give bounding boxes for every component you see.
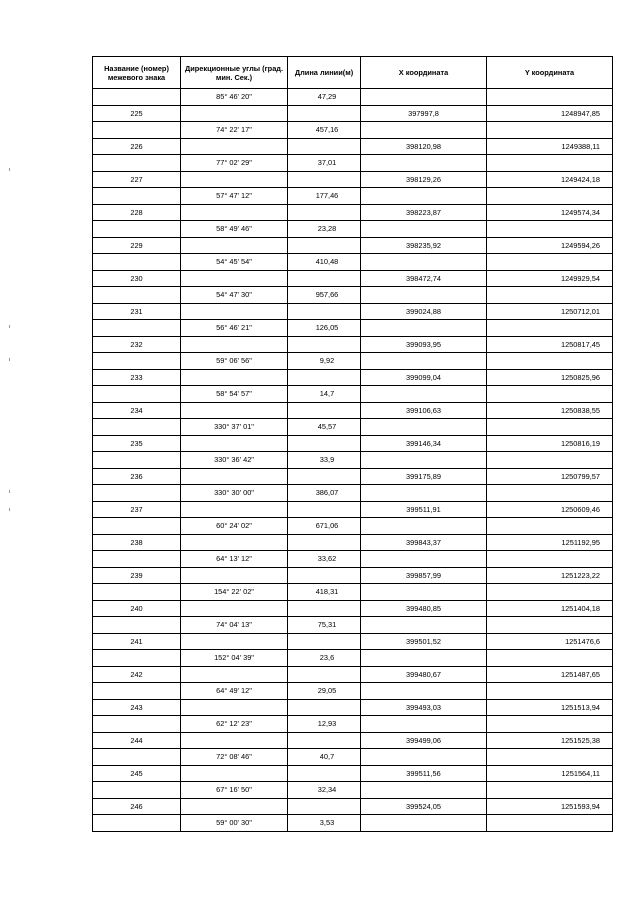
header-y-coordinate: Y координата — [487, 57, 613, 89]
x-coordinate-cell: 399511,91 — [361, 501, 487, 518]
direction-angle-cell: 77° 02' 29" — [181, 155, 288, 172]
table-row — [93, 188, 613, 205]
line-length-cell — [288, 105, 361, 122]
direction-angle-cell — [181, 303, 288, 320]
table-body — [93, 89, 613, 832]
line-length-cell: 12,93 — [288, 716, 361, 733]
x-coordinate-cell — [361, 617, 487, 634]
x-coordinate-cell — [361, 650, 487, 667]
x-coordinate-cell: 399175,89 — [361, 468, 487, 485]
y-coordinate-cell — [487, 452, 613, 469]
marker-name-cell: 230 — [93, 270, 181, 287]
x-coordinate-cell — [361, 254, 487, 271]
line-length-cell — [288, 699, 361, 716]
y-coordinate-cell — [487, 221, 613, 238]
x-coordinate-cell: 399099,04 — [361, 369, 487, 386]
table-row — [93, 435, 613, 452]
y-coordinate-cell — [487, 254, 613, 271]
x-coordinate-cell — [361, 89, 487, 106]
direction-angle-cell — [181, 105, 288, 122]
table-row — [93, 452, 613, 469]
table-row — [93, 402, 613, 419]
x-coordinate-cell: 399493,03 — [361, 699, 487, 716]
y-coordinate-cell: 1249388,11 — [487, 138, 613, 155]
y-coordinate-cell: 1251223,22 — [487, 567, 613, 584]
table-row — [93, 815, 613, 832]
x-coordinate-cell — [361, 155, 487, 172]
marker-name-cell: 235 — [93, 435, 181, 452]
x-coordinate-cell: 399511,56 — [361, 765, 487, 782]
direction-angle-cell: 59° 00' 30" — [181, 815, 288, 832]
direction-angle-cell — [181, 765, 288, 782]
y-coordinate-cell — [487, 617, 613, 634]
x-coordinate-cell — [361, 749, 487, 766]
table-row — [93, 518, 613, 535]
table-row — [93, 171, 613, 188]
table-row — [93, 749, 613, 766]
y-coordinate-cell — [487, 650, 613, 667]
y-coordinate-cell — [487, 419, 613, 436]
y-coordinate-cell: 1250799,57 — [487, 468, 613, 485]
line-length-cell: 40,7 — [288, 749, 361, 766]
table-row — [93, 567, 613, 584]
line-length-cell — [288, 204, 361, 221]
marker-name-cell: 239 — [93, 567, 181, 584]
y-coordinate-cell: 1250609,46 — [487, 501, 613, 518]
table-row — [93, 551, 613, 568]
marker-name-cell — [93, 650, 181, 667]
scan-mark — [9, 325, 10, 328]
table-row — [93, 650, 613, 667]
direction-angle-cell — [181, 171, 288, 188]
table-row — [93, 336, 613, 353]
x-coordinate-cell: 399857,99 — [361, 567, 487, 584]
marker-name-cell: 243 — [93, 699, 181, 716]
table-row — [93, 765, 613, 782]
line-length-cell: 33,9 — [288, 452, 361, 469]
boundary-coordinates-table — [92, 56, 613, 832]
table-row — [93, 204, 613, 221]
table-row — [93, 320, 613, 337]
direction-angle-cell — [181, 435, 288, 452]
direction-angle-cell — [181, 600, 288, 617]
line-length-cell: 671,06 — [288, 518, 361, 535]
header-x-coordinate: X координата — [361, 57, 487, 89]
table-row — [93, 617, 613, 634]
y-coordinate-cell: 1251404,18 — [487, 600, 613, 617]
x-coordinate-cell: 399501,52 — [361, 633, 487, 650]
marker-name-cell — [93, 254, 181, 271]
x-coordinate-cell: 397997,8 — [361, 105, 487, 122]
direction-angle-cell: 74° 04' 13" — [181, 617, 288, 634]
marker-name-cell: 232 — [93, 336, 181, 353]
x-coordinate-cell — [361, 452, 487, 469]
line-length-cell — [288, 237, 361, 254]
marker-name-cell: 227 — [93, 171, 181, 188]
direction-angle-cell: 330° 30' 00" — [181, 485, 288, 502]
table-row — [93, 369, 613, 386]
y-coordinate-cell: 1249929,54 — [487, 270, 613, 287]
marker-name-cell — [93, 287, 181, 304]
x-coordinate-cell — [361, 386, 487, 403]
marker-name-cell — [93, 617, 181, 634]
line-length-cell — [288, 666, 361, 683]
scan-mark — [9, 490, 10, 493]
direction-angle-cell — [181, 138, 288, 155]
y-coordinate-cell — [487, 287, 613, 304]
table-row — [93, 468, 613, 485]
y-coordinate-cell: 1250825,96 — [487, 369, 613, 386]
direction-angle-cell: 56° 46' 21" — [181, 320, 288, 337]
line-length-cell: 126,05 — [288, 320, 361, 337]
line-length-cell: 418,31 — [288, 584, 361, 601]
marker-name-cell: 231 — [93, 303, 181, 320]
table-row — [93, 633, 613, 650]
table-row — [93, 798, 613, 815]
marker-name-cell: 234 — [93, 402, 181, 419]
line-length-cell — [288, 468, 361, 485]
line-length-cell: 957,66 — [288, 287, 361, 304]
y-coordinate-cell — [487, 386, 613, 403]
line-length-cell — [288, 435, 361, 452]
line-length-cell: 14,7 — [288, 386, 361, 403]
table-row — [93, 386, 613, 403]
line-length-cell: 47,29 — [288, 89, 361, 106]
y-coordinate-cell: 1251192,95 — [487, 534, 613, 551]
x-coordinate-cell — [361, 584, 487, 601]
direction-angle-cell: 60° 24' 02" — [181, 518, 288, 535]
x-coordinate-cell: 399524,05 — [361, 798, 487, 815]
line-length-cell — [288, 600, 361, 617]
x-coordinate-cell: 399499,06 — [361, 732, 487, 749]
line-length-cell: 386,07 — [288, 485, 361, 502]
marker-name-cell: 241 — [93, 633, 181, 650]
y-coordinate-cell: 1250817,45 — [487, 336, 613, 353]
x-coordinate-cell — [361, 551, 487, 568]
y-coordinate-cell — [487, 188, 613, 205]
y-coordinate-cell: 1249574,34 — [487, 204, 613, 221]
line-length-cell — [288, 303, 361, 320]
table-row — [93, 353, 613, 370]
x-coordinate-cell — [361, 485, 487, 502]
y-coordinate-cell — [487, 518, 613, 535]
marker-name-cell: 246 — [93, 798, 181, 815]
y-coordinate-cell — [487, 89, 613, 106]
direction-angle-cell — [181, 369, 288, 386]
y-coordinate-cell — [487, 353, 613, 370]
direction-angle-cell — [181, 336, 288, 353]
y-coordinate-cell: 1251513,94 — [487, 699, 613, 716]
line-length-cell: 23,28 — [288, 221, 361, 238]
direction-angle-cell: 85° 46' 20" — [181, 89, 288, 106]
y-coordinate-cell: 1250712,01 — [487, 303, 613, 320]
table-row — [93, 600, 613, 617]
direction-angle-cell: 152° 04' 39" — [181, 650, 288, 667]
line-length-cell: 3,53 — [288, 815, 361, 832]
direction-angle-cell: 154° 22' 02" — [181, 584, 288, 601]
y-coordinate-cell — [487, 716, 613, 733]
x-coordinate-cell — [361, 320, 487, 337]
marker-name-cell — [93, 716, 181, 733]
direction-angle-cell — [181, 402, 288, 419]
marker-name-cell — [93, 815, 181, 832]
line-length-cell — [288, 369, 361, 386]
x-coordinate-cell: 398235,92 — [361, 237, 487, 254]
y-coordinate-cell: 1251593,94 — [487, 798, 613, 815]
x-coordinate-cell: 398472,74 — [361, 270, 487, 287]
marker-name-cell — [93, 749, 181, 766]
marker-name-cell — [93, 518, 181, 535]
x-coordinate-cell — [361, 716, 487, 733]
line-length-cell — [288, 534, 361, 551]
y-coordinate-cell — [487, 749, 613, 766]
line-length-cell: 457,16 — [288, 122, 361, 139]
line-length-cell: 75,31 — [288, 617, 361, 634]
x-coordinate-cell: 399480,67 — [361, 666, 487, 683]
direction-angle-cell — [181, 567, 288, 584]
marker-name-cell — [93, 353, 181, 370]
y-coordinate-cell — [487, 551, 613, 568]
marker-name-cell — [93, 485, 181, 502]
scan-mark — [9, 168, 10, 171]
marker-name-cell — [93, 320, 181, 337]
y-coordinate-cell — [487, 320, 613, 337]
marker-name-cell — [93, 188, 181, 205]
x-coordinate-cell: 399146,34 — [361, 435, 487, 452]
line-length-cell: 32,34 — [288, 782, 361, 799]
marker-name-cell: 229 — [93, 237, 181, 254]
x-coordinate-cell: 398120,98 — [361, 138, 487, 155]
x-coordinate-cell: 399843,37 — [361, 534, 487, 551]
marker-name-cell: 237 — [93, 501, 181, 518]
line-length-cell — [288, 732, 361, 749]
y-coordinate-cell — [487, 122, 613, 139]
marker-name-cell — [93, 386, 181, 403]
x-coordinate-cell — [361, 683, 487, 700]
direction-angle-cell: 58° 49' 46" — [181, 221, 288, 238]
table-row — [93, 584, 613, 601]
y-coordinate-cell — [487, 683, 613, 700]
line-length-cell: 23,6 — [288, 650, 361, 667]
table-row — [93, 105, 613, 122]
direction-angle-cell — [181, 798, 288, 815]
table-row — [93, 699, 613, 716]
scan-mark — [9, 508, 10, 511]
direction-angle-cell — [181, 732, 288, 749]
direction-angle-cell: 54° 47' 30" — [181, 287, 288, 304]
scan-mark — [9, 358, 10, 361]
x-coordinate-cell: 398129,26 — [361, 171, 487, 188]
marker-name-cell: 226 — [93, 138, 181, 155]
y-coordinate-cell: 1251476,6 — [487, 633, 613, 650]
table-row — [93, 501, 613, 518]
y-coordinate-cell: 1249424,18 — [487, 171, 613, 188]
y-coordinate-cell: 1249594,26 — [487, 237, 613, 254]
direction-angle-cell: 64° 13' 12" — [181, 551, 288, 568]
line-length-cell — [288, 336, 361, 353]
direction-angle-cell — [181, 534, 288, 551]
table-row — [93, 303, 613, 320]
marker-name-cell: 244 — [93, 732, 181, 749]
x-coordinate-cell: 399024,88 — [361, 303, 487, 320]
x-coordinate-cell: 398223,87 — [361, 204, 487, 221]
table-header-row — [93, 57, 613, 89]
direction-angle-cell — [181, 666, 288, 683]
x-coordinate-cell: 399093,95 — [361, 336, 487, 353]
table-row — [93, 138, 613, 155]
table-row — [93, 732, 613, 749]
table-row — [93, 534, 613, 551]
line-length-cell — [288, 765, 361, 782]
direction-angle-cell: 330° 36' 42" — [181, 452, 288, 469]
table-row — [93, 270, 613, 287]
x-coordinate-cell — [361, 221, 487, 238]
marker-name-cell — [93, 89, 181, 106]
x-coordinate-cell — [361, 353, 487, 370]
x-coordinate-cell: 399480,85 — [361, 600, 487, 617]
line-length-cell — [288, 402, 361, 419]
line-length-cell: 9,92 — [288, 353, 361, 370]
line-length-cell: 410,48 — [288, 254, 361, 271]
x-coordinate-cell — [361, 188, 487, 205]
line-length-cell — [288, 270, 361, 287]
marker-name-cell: 240 — [93, 600, 181, 617]
marker-name-cell: 238 — [93, 534, 181, 551]
direction-angle-cell — [181, 204, 288, 221]
marker-name-cell: 228 — [93, 204, 181, 221]
direction-angle-cell: 74° 22' 17" — [181, 122, 288, 139]
table-row — [93, 254, 613, 271]
marker-name-cell: 242 — [93, 666, 181, 683]
line-length-cell: 37,01 — [288, 155, 361, 172]
table-row — [93, 683, 613, 700]
marker-name-cell — [93, 782, 181, 799]
marker-name-cell — [93, 683, 181, 700]
x-coordinate-cell: 399106,63 — [361, 402, 487, 419]
table-row — [93, 419, 613, 436]
y-coordinate-cell: 1251487,65 — [487, 666, 613, 683]
y-coordinate-cell — [487, 782, 613, 799]
header-marker-name: Название (номер) межевого знака — [93, 57, 181, 89]
line-length-cell: 33,62 — [288, 551, 361, 568]
direction-angle-cell — [181, 633, 288, 650]
x-coordinate-cell — [361, 518, 487, 535]
line-length-cell — [288, 501, 361, 518]
x-coordinate-cell — [361, 782, 487, 799]
line-length-cell — [288, 633, 361, 650]
marker-name-cell — [93, 155, 181, 172]
marker-name-cell — [93, 551, 181, 568]
y-coordinate-cell — [487, 485, 613, 502]
direction-angle-cell — [181, 501, 288, 518]
direction-angle-cell: 57° 47' 12" — [181, 188, 288, 205]
marker-name-cell — [93, 584, 181, 601]
line-length-cell: 177,46 — [288, 188, 361, 205]
direction-angle-cell: 330° 37' 01" — [181, 419, 288, 436]
y-coordinate-cell — [487, 815, 613, 832]
direction-angle-cell: 64° 49' 12" — [181, 683, 288, 700]
direction-angle-cell: 62° 12' 23" — [181, 716, 288, 733]
line-length-cell — [288, 171, 361, 188]
table-row — [93, 782, 613, 799]
direction-angle-cell — [181, 468, 288, 485]
table-row — [93, 221, 613, 238]
x-coordinate-cell — [361, 122, 487, 139]
direction-angle-cell — [181, 699, 288, 716]
marker-name-cell: 225 — [93, 105, 181, 122]
y-coordinate-cell: 1250838,55 — [487, 402, 613, 419]
direction-angle-cell: 59° 06' 56" — [181, 353, 288, 370]
table-row — [93, 155, 613, 172]
x-coordinate-cell — [361, 419, 487, 436]
y-coordinate-cell: 1248947,85 — [487, 105, 613, 122]
line-length-cell — [288, 138, 361, 155]
line-length-cell — [288, 798, 361, 815]
direction-angle-cell — [181, 270, 288, 287]
header-direction-angle: Дирекционные углы (град. мин. Сек.) — [181, 57, 288, 89]
table-row — [93, 237, 613, 254]
y-coordinate-cell: 1251564,11 — [487, 765, 613, 782]
marker-name-cell: 245 — [93, 765, 181, 782]
line-length-cell: 29,05 — [288, 683, 361, 700]
direction-angle-cell: 58° 54' 57" — [181, 386, 288, 403]
direction-angle-cell: 72° 08' 46" — [181, 749, 288, 766]
table-row — [93, 716, 613, 733]
y-coordinate-cell: 1250816,19 — [487, 435, 613, 452]
line-length-cell: 45,57 — [288, 419, 361, 436]
marker-name-cell — [93, 122, 181, 139]
x-coordinate-cell — [361, 815, 487, 832]
y-coordinate-cell — [487, 584, 613, 601]
table-row — [93, 122, 613, 139]
marker-name-cell: 233 — [93, 369, 181, 386]
line-length-cell — [288, 567, 361, 584]
direction-angle-cell: 54° 45' 54" — [181, 254, 288, 271]
marker-name-cell — [93, 452, 181, 469]
y-coordinate-cell: 1251525,38 — [487, 732, 613, 749]
table-row — [93, 485, 613, 502]
marker-name-cell: 236 — [93, 468, 181, 485]
x-coordinate-cell — [361, 287, 487, 304]
y-coordinate-cell — [487, 155, 613, 172]
direction-angle-cell — [181, 237, 288, 254]
table-row — [93, 666, 613, 683]
marker-name-cell — [93, 221, 181, 238]
table-row — [93, 89, 613, 106]
header-line-length: Длина линии(м) — [288, 57, 361, 89]
marker-name-cell — [93, 419, 181, 436]
direction-angle-cell: 67° 16' 50" — [181, 782, 288, 799]
table-row — [93, 287, 613, 304]
